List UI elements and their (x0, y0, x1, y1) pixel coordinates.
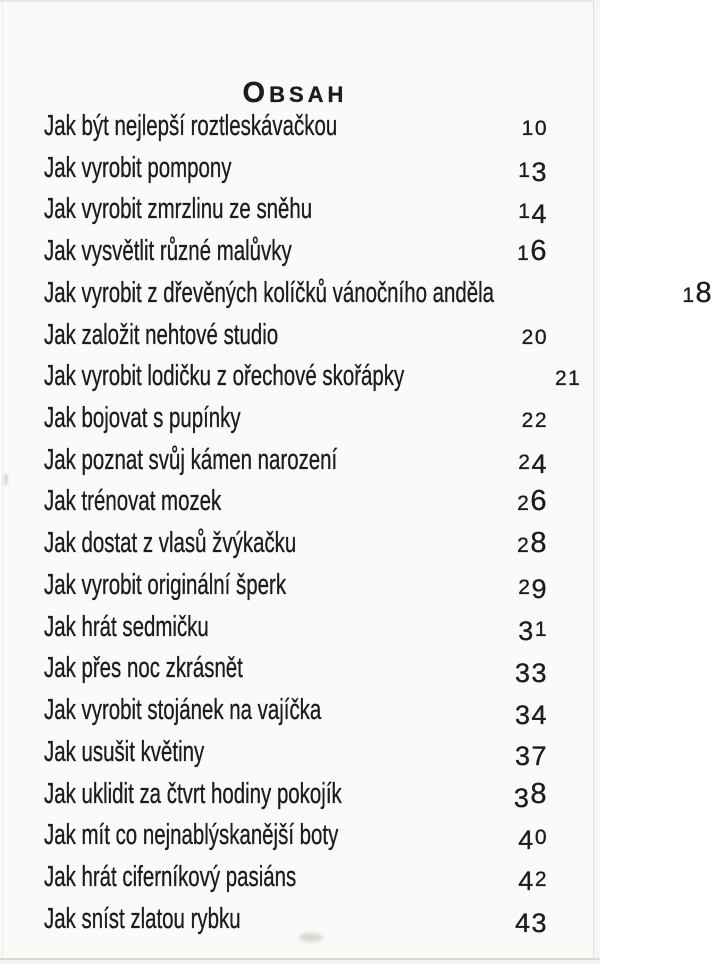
toc-entry-title: Jak sníst zlatou rybku (44, 902, 241, 935)
toc-entry (44, 776, 548, 818)
toc-entry-page-number: 20 (521, 325, 548, 349)
toc-entry-page-number: 37 (514, 741, 548, 772)
toc-entry-title: Jak přes noc zkrásnět (44, 652, 243, 685)
toc-entry-title: Jak vyrobit lodičku z ořechové skořápky (44, 360, 405, 393)
toc-entry-page-number: 40 (518, 824, 548, 855)
scan-edge-left (2, 0, 3, 964)
toc-entry-title: Jak usušit květiny (44, 735, 205, 768)
toc-entry (44, 525, 548, 567)
scan-edge-bottom (0, 958, 600, 964)
toc-entry (44, 233, 548, 275)
toc-entry-title: Jak založit nehtové studio (44, 318, 279, 351)
toc-entry-title: Jak vyrobit z dřevěných kolíčků vánočního anděla (44, 276, 495, 309)
toc-entry (44, 859, 548, 901)
toc-entry-title: Jak bojovat s pupínky (44, 402, 241, 435)
toc-entry-title: Jak uklidit za čtvrt hodiny pokojík (44, 777, 342, 810)
toc-entry-page-number: 24 (518, 449, 548, 480)
toc-entry (44, 191, 548, 233)
toc-entry-title: Jak dostat z vlasů žvýkačku (44, 527, 297, 560)
toc-entry-page-number: 34 (514, 699, 548, 730)
toc-entry-title: Jak vyrobit stojánek na vajíčka (44, 694, 322, 727)
toc-entry (44, 817, 548, 859)
scan-edge-top (0, 0, 600, 2)
toc-entry (44, 275, 713, 317)
toc-entry-title: Jak hrát ciferníkový pasiáns (44, 860, 297, 893)
toc-entry-page-number: 10 (521, 117, 548, 140)
toc-entry-page-number: 13 (518, 157, 548, 188)
toc-entry-page-number: 31 (518, 616, 548, 647)
toc-entry (44, 567, 548, 609)
page-title-text: OBSAH (242, 77, 348, 109)
scan-speck (4, 474, 8, 485)
toc-entry (44, 901, 548, 943)
toc-entry-page-number: 14 (518, 198, 548, 229)
toc-entry-page-number: 22 (521, 409, 548, 433)
toc-entry-title: Jak poznat svůj kámen narození (44, 443, 338, 476)
toc-entry-page-number: 38 (513, 777, 548, 813)
toc-entry-title: Jak vyrobit pompony (44, 151, 232, 184)
toc-entry-title: Jak vyrobit zmrzlinu ze sněhu (44, 193, 313, 226)
toc-entry-page-number: 28 (517, 527, 548, 560)
toc-entry (44, 734, 548, 776)
toc-entry-title: Jak trénovat mozek (44, 485, 222, 518)
toc-entry (44, 400, 548, 442)
table-of-contents (44, 108, 713, 942)
toc-entry (44, 692, 548, 734)
toc-entry (44, 150, 548, 192)
toc-entry-page-number: 29 (518, 574, 548, 605)
toc-entry-title: Jak být nejlepší roztleskávačkou (44, 110, 338, 142)
toc-entry-page-number: 21 (554, 367, 582, 391)
toc-entry-page-number: 43 (514, 908, 548, 939)
toc-entry (44, 108, 548, 150)
toc-entry-title: Jak vyrobit originální šperk (44, 568, 287, 601)
toc-entry (44, 483, 548, 525)
page-title (0, 77, 590, 110)
toc-entry-page-number: 33 (514, 657, 548, 688)
scan-edge-right (593, 0, 600, 964)
toc-entry-page-number: 16 (517, 235, 548, 268)
toc-entry (44, 609, 548, 651)
toc-entry (44, 650, 548, 692)
toc-entry-page-number: 18 (682, 276, 713, 309)
toc-entry (44, 358, 582, 400)
toc-entry-page-number: 42 (518, 866, 548, 897)
toc-entry-page-number: 26 (517, 485, 548, 518)
toc-entry-title: Jak vysvětlit různé malůvky (44, 235, 292, 268)
toc-entry-title: Jak mít co nejnablýskanější boty (44, 819, 339, 852)
toc-entry (44, 317, 548, 359)
toc-entry (44, 442, 548, 484)
toc-entry-title: Jak hrát sedmičku (44, 610, 209, 643)
